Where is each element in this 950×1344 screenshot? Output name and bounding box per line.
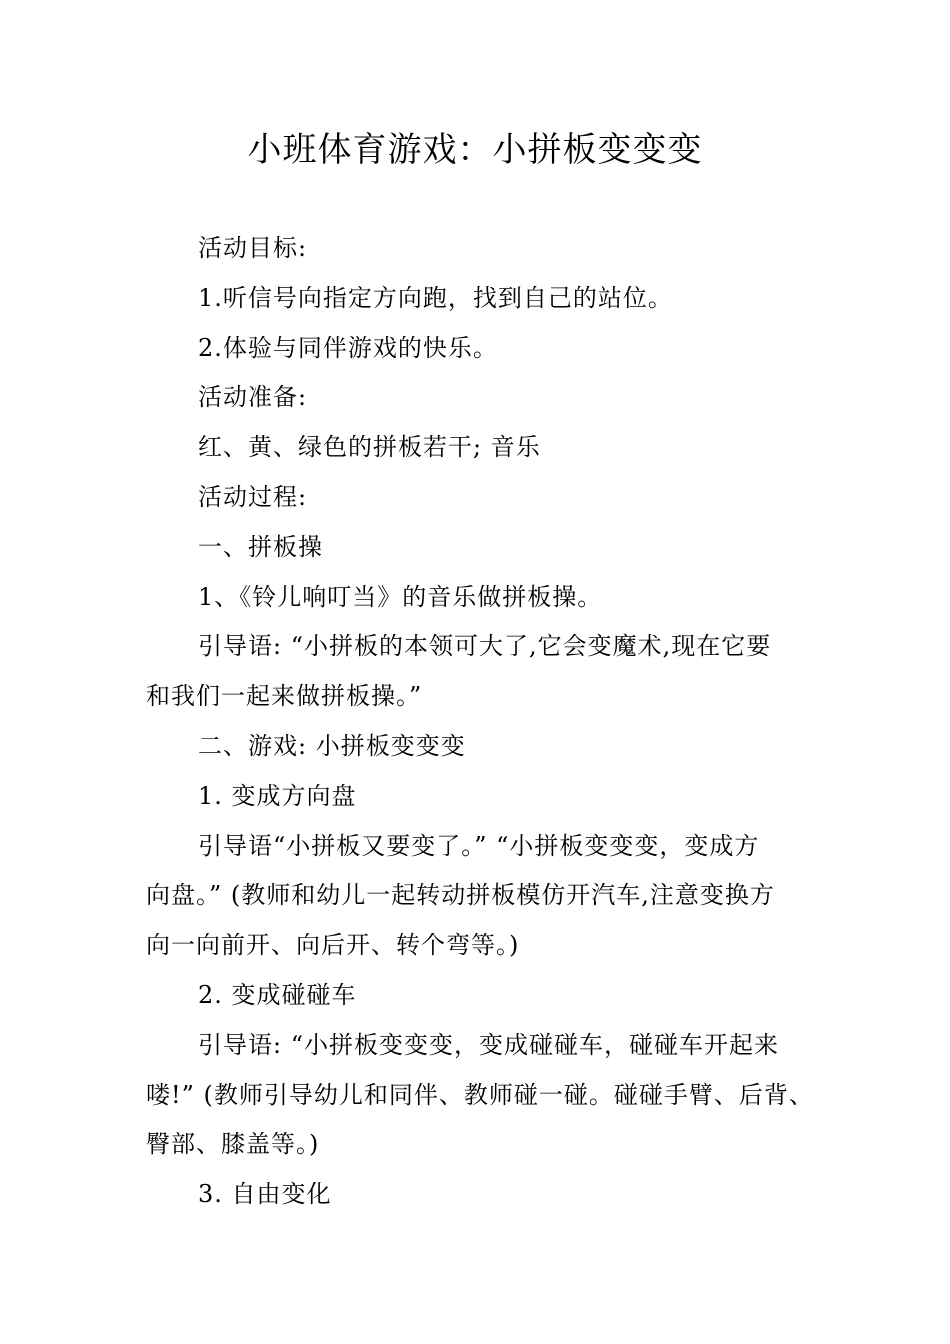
document-title: 小班体育游戏：小拼板变变变 <box>247 130 703 170</box>
process-step-text: 1、《铃儿响叮当》的音乐做拼板操。 <box>198 582 603 611</box>
goal-item-1: 1.听信号向指定方向跑，找到自己的站位。 <box>198 283 673 312</box>
paragraph-line: 引导语: “小拼板的本领可大了,它会变魔术,现在它要 <box>198 632 772 661</box>
paragraph-line: 喽!” (教师引导幼儿和同伴、教师碰一碰。碰碰手臂、后背、 <box>146 1080 814 1109</box>
paragraph-line: 向一向前开、向后开、转个弯等。) <box>146 931 520 960</box>
document-body <box>146 224 814 1220</box>
goal-item-2: 2.体验与同伴游戏的快乐。 <box>198 333 498 362</box>
paragraph-line: 引导语: “小拼板变变变，变成碰碰车，碰碰车开起来 <box>198 1030 779 1059</box>
paragraph-line: 和我们一起来做拼板操。” <box>146 682 423 711</box>
paragraph-line: 臀部、膝盖等。) <box>146 1130 320 1159</box>
section-heading-process: 活动过程: <box>198 482 308 511</box>
process-part-1-heading: 一、拼板操 <box>198 532 323 561</box>
game-step-heading: 3. 自由变化 <box>198 1180 332 1209</box>
paragraph-line: 向盘。” (教师和幼儿一起转动拼板模仿开汽车,注意变换方 <box>146 881 775 910</box>
game-step-heading: 2. 变成碰碰车 <box>198 980 357 1009</box>
game-step-heading: 1. 变成方向盘 <box>198 781 357 810</box>
section-heading-goals: 活动目标: <box>198 234 308 262</box>
process-part-2-heading: 二、游戏: 小拼板变变变 <box>198 731 466 760</box>
preparation-text: 红、黄、绿色的拼板若干; 音乐 <box>198 433 541 462</box>
section-heading-preparation: 活动准备: <box>198 383 308 412</box>
paragraph-line: 引导语“小拼板又要变了。” “小拼板变变变，变成方 <box>198 831 760 860</box>
